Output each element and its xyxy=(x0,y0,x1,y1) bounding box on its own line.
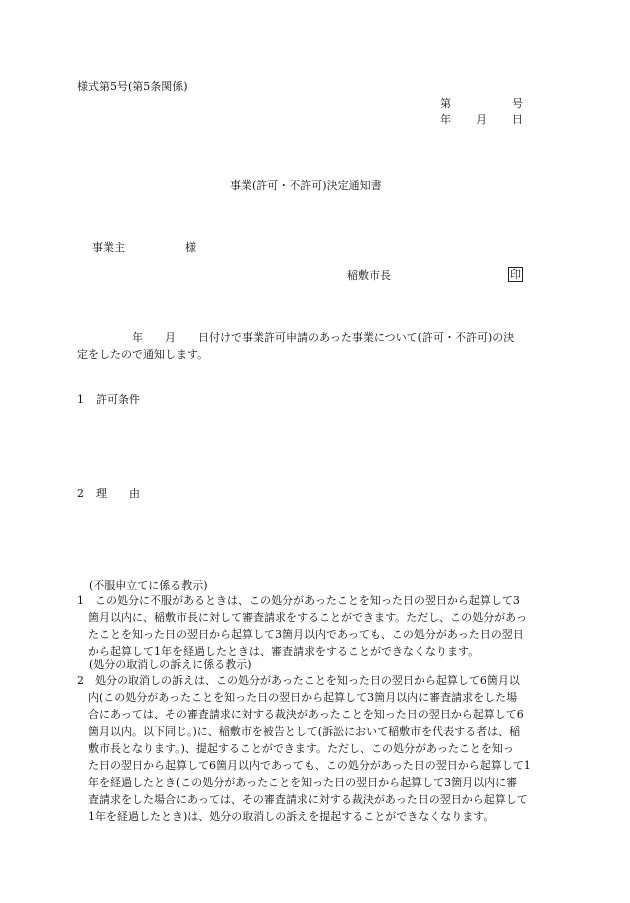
addressee-label: 事業主 xyxy=(92,241,125,254)
addressee-honorific: 様 xyxy=(185,241,196,254)
section2-number: 2 xyxy=(77,487,84,500)
notice2-paragraph xyxy=(77,673,553,826)
seal-mark: 印 xyxy=(510,268,521,281)
notice2-line: 内(この処分があったことを知った日の翌日から起算して3箇月以内に審査請求をした場 xyxy=(77,691,518,704)
issuer-name: 稲敷市長 xyxy=(347,269,391,282)
section2-label: 理 由 xyxy=(96,487,140,500)
notice2-line: 敷市長となります。)、提起することができます。ただし、この処分があったことを知っ xyxy=(77,742,514,755)
seal-stamp xyxy=(508,267,523,282)
number-prefix: 第 xyxy=(440,97,451,110)
body-line: 年 月 日付けで事業許可申請のあった事業について(許可・不許可)の決 xyxy=(77,331,515,344)
notice1-paragraph xyxy=(77,593,553,661)
date-month: 月 xyxy=(476,113,487,126)
notice2-line: た日の翌日から起算して6箇月以内であっても、この処分があった日の翌日から起算して1 xyxy=(77,759,531,772)
date-year: 年 xyxy=(440,113,451,126)
notice2-line: 2 処分の取消しの訴えは、この処分があったことを知った日の翌日から起算して6箇月以 xyxy=(77,674,520,687)
notice2-line: 査請求をした場合にあっては、その審査請求に対する裁決があった日の翌日から起算して xyxy=(77,793,528,806)
form-label: 様式第5号(第5条関係) xyxy=(77,80,188,93)
document-title: 事業(許可・不許可)決定通知書 xyxy=(230,179,382,192)
number-suffix: 号 xyxy=(512,97,523,110)
section1-label: 許可条件 xyxy=(96,393,140,406)
notice2-line: 1年を経過したとき)は、処分の取消しの訴えを提起することができなくなります。 xyxy=(77,810,495,823)
section1-number: 1 xyxy=(77,393,84,406)
notice1-line: たことを知った日の翌日から起算して3箇月以内であっても、この処分があった日の翌日 xyxy=(77,628,524,641)
notice2-line: 合にあっては、その審査請求に対する裁決があったことを知った日の翌日から起算して6 xyxy=(77,708,524,721)
notice1-line: から起算して1年を経過したときは、審査請求をすることができなくなります。 xyxy=(77,645,480,658)
notice2-heading: (処分の取消しの訴えに係る教示) xyxy=(89,658,252,671)
notice1-heading: (不服申立てに係る教示) xyxy=(89,579,208,592)
notice1-line: 箇月以内に、稲敷市長に対して審査請求をすることができます。ただし、この処分があっ xyxy=(77,611,528,624)
notice2-line: 年を経過したとき(この処分があったことを知った日の翌日から起算して3箇月以内に審 xyxy=(77,776,518,789)
date-day: 日 xyxy=(512,113,523,126)
body-line: 定をしたので通知します。 xyxy=(77,348,209,361)
body-paragraph xyxy=(77,330,553,364)
notice1-line: 1 この処分に不服があるときは、この処分があったことを知った日の翌日から起算して3 xyxy=(77,594,520,607)
notice2-line: 箇月以内。以下同じ。)に、稲敷市を被告として(訴訟において稲敷市を代表する者は、稲 xyxy=(77,725,521,738)
